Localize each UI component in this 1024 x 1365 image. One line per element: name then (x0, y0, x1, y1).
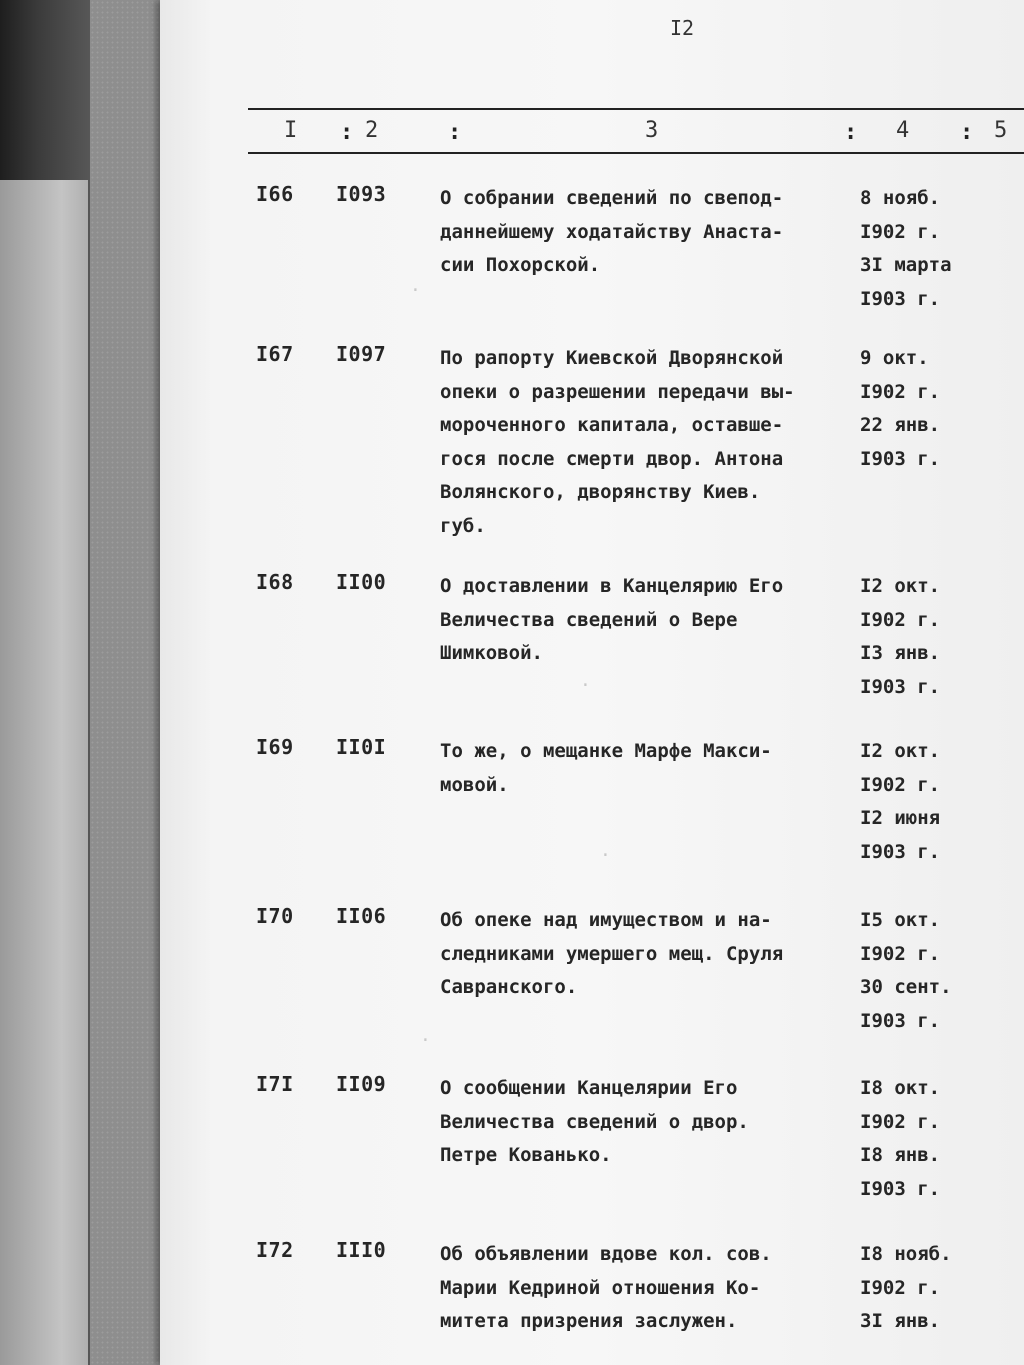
column-separator: : (960, 120, 974, 145)
column-separator: : (844, 120, 858, 145)
entry-description: Об опеке над имуществом и на- следниками умершего мещ. Сруля Савранского. (440, 909, 784, 999)
entry-description: То же, о мещанке Марфе Макси- мовой. (440, 740, 772, 796)
entry-dates: I5 окт. I902 г. 30 сент. I903 г. (860, 909, 952, 1032)
entry-file-code: I097 (336, 342, 387, 366)
entry-number: I66 (256, 182, 294, 206)
entry-dates: I8 нояб. I902 г. 3I янв. (860, 1243, 952, 1333)
entry-dates: I2 окт. I902 г. I2 июня I903 г. (860, 740, 941, 863)
entry-file-code: II00 (336, 570, 387, 594)
column-separator: : (340, 120, 354, 145)
entry-number: I7I (256, 1072, 294, 1096)
page-number: I2 (670, 16, 695, 40)
entry-description: По рапорту Киевской Дворянской опеки о разрешении передачи вы- мороченного капитала, оставше- гося после смерти двор. Антона Волянского, дворянству Киев. губ. (440, 347, 795, 537)
entry-file-code: III0 (336, 1238, 387, 1262)
entry-file-code: II09 (336, 1072, 387, 1096)
header-rule-top (248, 108, 1024, 110)
column-header-5: 5 (994, 118, 1008, 143)
column-separator: : (448, 120, 462, 145)
entry-description: О сообщении Канцелярии Его Величества сведений о двор. Петре Кованько. (440, 1077, 749, 1167)
entry-file-code: II0I (336, 735, 387, 759)
show-through-marks: · (580, 675, 591, 696)
entry-description: Об объявлении вдове кол. сов. Марии Кедриной отношения Ко- митета призрения заслужен. (440, 1243, 772, 1333)
entry-dates: 8 нояб. I902 г. 3I марта I903 г. (860, 187, 952, 310)
entry-dates: I2 окт. I902 г. I3 янв. I903 г. (860, 575, 941, 698)
column-header-3: 3 (645, 118, 659, 143)
entry-number: I67 (256, 342, 294, 366)
entry-number: I68 (256, 570, 294, 594)
entry-dates: I8 окт. I902 г. I8 янв. I903 г. (860, 1077, 941, 1200)
show-through-marks: · (420, 1030, 431, 1051)
binder-board (90, 0, 170, 1365)
document-page (160, 0, 1024, 1365)
column-header-2: 2 (365, 118, 379, 143)
entry-description: О доставлении в Канцелярию Его Величества сведений о Вере Шимковой. (440, 575, 784, 665)
entry-number: I72 (256, 1238, 294, 1262)
entry-file-code: I093 (336, 182, 387, 206)
column-header-4: 4 (896, 118, 910, 143)
entry-file-code: II06 (336, 904, 387, 928)
facing-page-sheet (0, 180, 88, 1365)
show-through-marks: · (600, 845, 611, 866)
column-header-1: I (284, 118, 298, 143)
entry-description: О собрании сведений по свепод- даннейшему ходатайству Анаста- сии Похорской. (440, 187, 784, 277)
entry-dates: 9 окт. I902 г. 22 янв. I903 г. (860, 347, 941, 470)
entry-number: I70 (256, 904, 294, 928)
show-through-marks: · (410, 280, 421, 301)
entry-number: I69 (256, 735, 294, 759)
header-rule-bottom (248, 152, 1024, 154)
